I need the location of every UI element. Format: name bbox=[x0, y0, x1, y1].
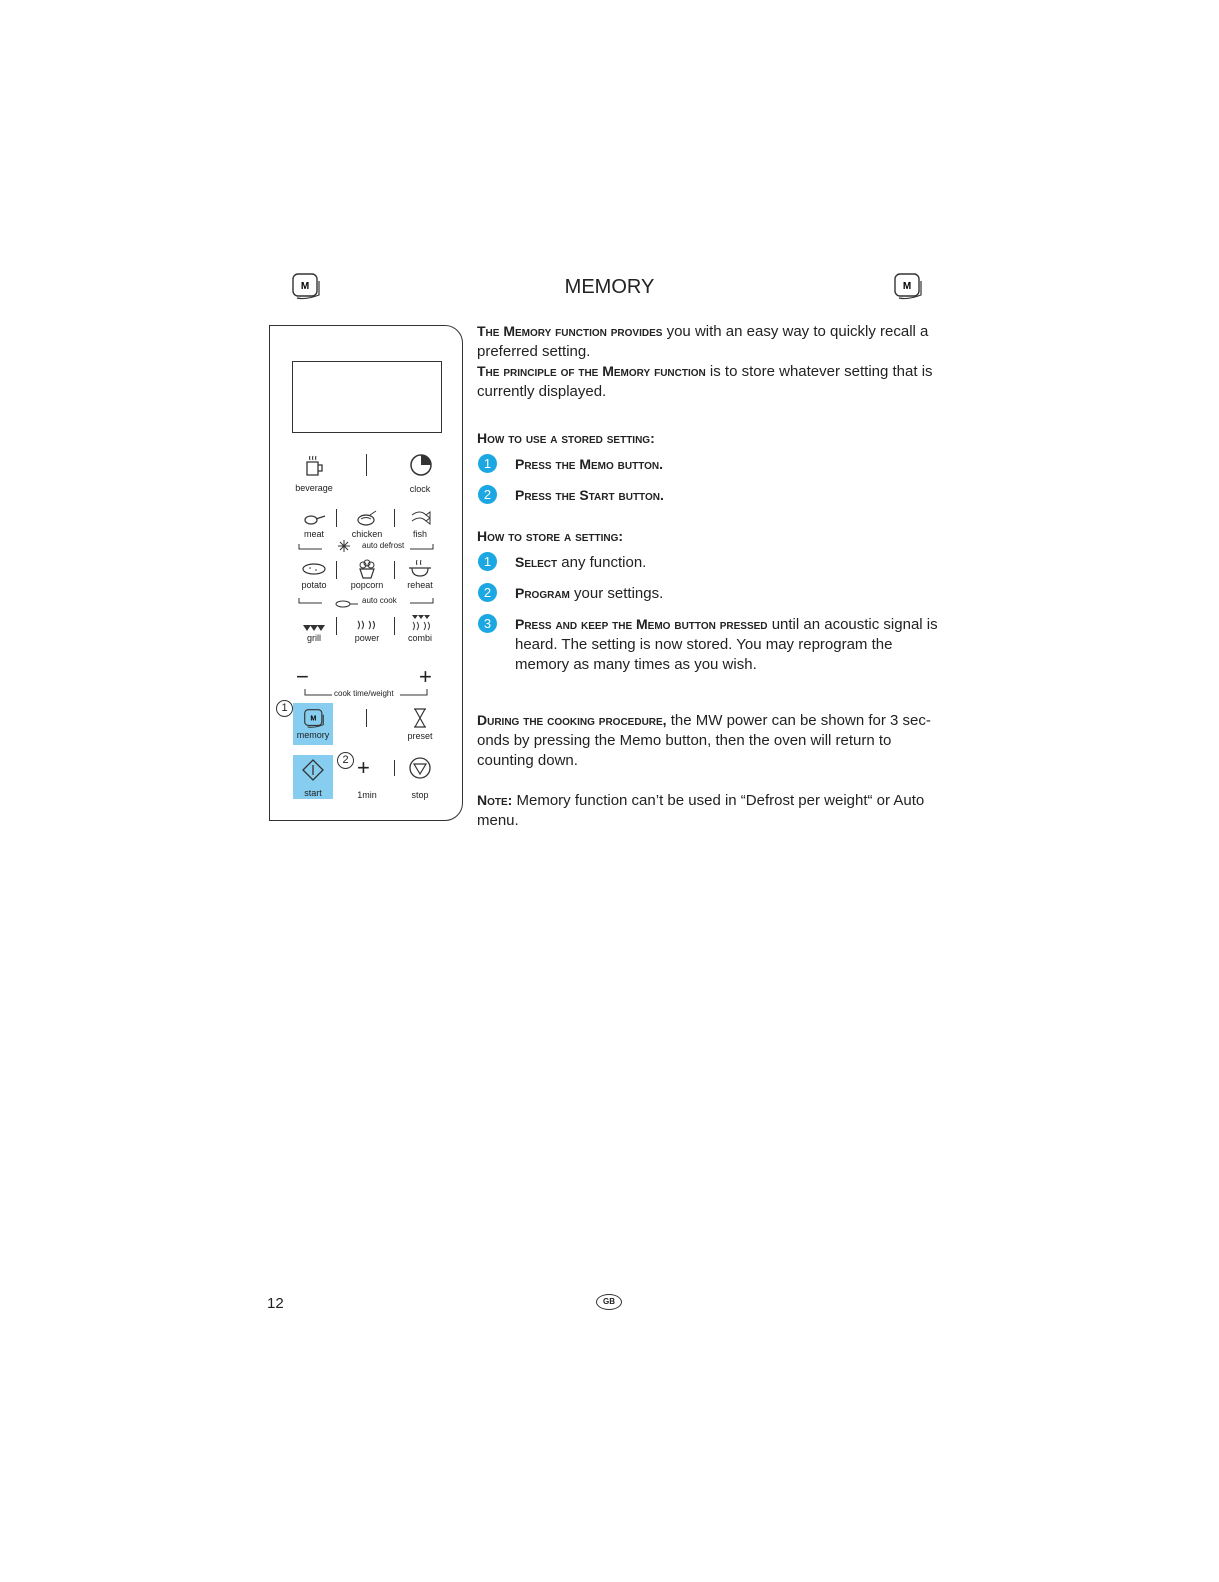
meat-button[interactable]: meat bbox=[303, 529, 324, 539]
reheat-button[interactable]: reheat bbox=[407, 580, 433, 590]
store-step-3: 3 Press and keep the Memo button pressed until an acoustic signal is heard. The setting is now stored. You may reprogram the memory as many times as you wish. bbox=[478, 614, 948, 678]
beverage-icon bbox=[301, 453, 327, 484]
potato-icon bbox=[301, 562, 327, 581]
svg-text:M: M bbox=[300, 281, 310, 292]
memo-badge-icon-right bbox=[893, 273, 923, 301]
callout-2: 2 bbox=[337, 752, 354, 769]
popcorn-button[interactable]: popcorn bbox=[350, 580, 384, 590]
start-icon bbox=[302, 759, 324, 786]
separator bbox=[394, 561, 395, 579]
during-cooking-paragraph: During the cooking procedure, the MW power can be shown for 3 sec-onds by pressing the Memo button, then the oven will return to counting down. bbox=[477, 712, 931, 769]
grill-button[interactable]: grill bbox=[306, 633, 321, 643]
intro-paragraph-1: The Memory function provides you with an easy way to quickly recall a preferred setting. bbox=[477, 323, 929, 360]
start-label: start bbox=[304, 788, 322, 798]
stop-button[interactable]: stop bbox=[411, 790, 429, 800]
callout-1: 1 bbox=[276, 700, 293, 717]
separator bbox=[336, 561, 337, 579]
plus-button[interactable]: + bbox=[419, 664, 432, 689]
chicken-button[interactable]: chicken bbox=[351, 529, 383, 539]
use-stored-heading: How to use a stored setting: bbox=[477, 430, 655, 446]
separator bbox=[394, 760, 395, 776]
svg-text:M: M bbox=[902, 281, 912, 292]
separator bbox=[366, 709, 367, 727]
store-setting-heading: How to store a setting: bbox=[477, 528, 624, 544]
cook-time-weight-label: cook time/weight bbox=[334, 689, 394, 698]
store-step-2: 2 Program your settings. bbox=[478, 583, 948, 605]
hourglass-icon bbox=[412, 708, 428, 733]
note-paragraph: Note: Memory function can’t be used in “Defrost per weight“ or Auto menu. bbox=[477, 792, 925, 829]
clock-button[interactable]: clock bbox=[409, 484, 431, 494]
clock-icon bbox=[409, 453, 433, 482]
memory-button[interactable] bbox=[293, 703, 333, 745]
country-badge: GB bbox=[596, 1294, 622, 1310]
combi-button[interactable]: combi bbox=[407, 633, 432, 643]
snowflake-icon bbox=[338, 539, 350, 557]
one-min-plus-icon: + bbox=[357, 755, 370, 780]
pan-icon bbox=[335, 596, 359, 614]
intro-paragraph-2: The principle of the Memory function is to store whatever setting that is currently displayed. bbox=[477, 363, 933, 400]
auto-cook-label: auto cook bbox=[362, 596, 397, 605]
stop-icon bbox=[409, 757, 431, 784]
memory-label: memory bbox=[296, 730, 330, 740]
page-title: MEMORY bbox=[564, 276, 655, 298]
beverage-button[interactable]: beverage bbox=[295, 483, 333, 493]
store-step-1: 1 Select any function. bbox=[478, 552, 948, 574]
use-step-1: 1 Press the Memo button. bbox=[478, 454, 948, 476]
preset-button[interactable]: preset bbox=[407, 731, 433, 741]
page-number: 12 bbox=[267, 1295, 284, 1312]
minus-button[interactable]: − bbox=[296, 664, 309, 689]
separator bbox=[366, 454, 367, 476]
one-min-button[interactable]: 1min bbox=[357, 790, 377, 800]
separator bbox=[336, 509, 337, 527]
power-button[interactable]: power bbox=[354, 633, 380, 643]
use-step-2: 2 Press the Start button. bbox=[478, 485, 948, 507]
panel-display bbox=[292, 361, 442, 433]
potato-button[interactable]: potato bbox=[301, 580, 327, 590]
auto-defrost-label: auto defrost bbox=[362, 541, 405, 550]
fish-button[interactable]: fish bbox=[412, 529, 427, 539]
svg-text:M: M bbox=[310, 714, 317, 723]
start-button[interactable] bbox=[293, 755, 333, 799]
separator bbox=[394, 509, 395, 527]
